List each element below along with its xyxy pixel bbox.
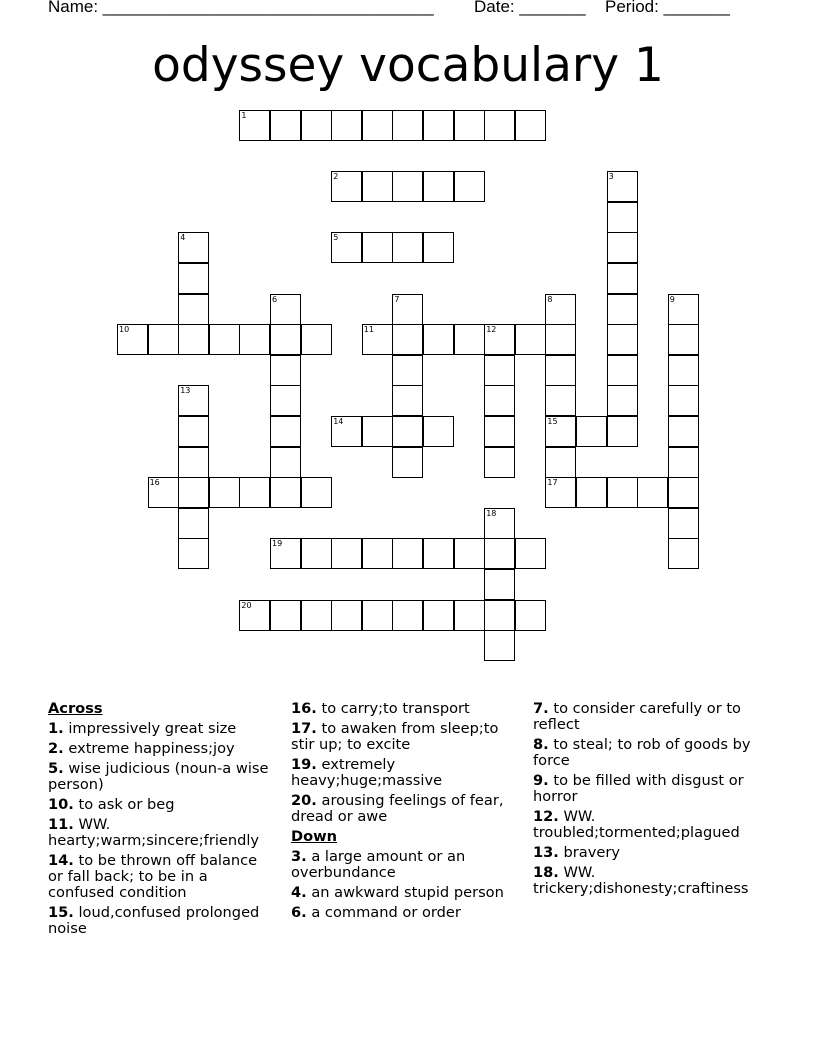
grid-cell[interactable] [331, 110, 362, 141]
grid-cell[interactable] [331, 538, 362, 569]
clues-column-2 [291, 701, 517, 925]
grid-cell[interactable] [607, 202, 638, 233]
clue-item [533, 737, 763, 769]
clue-item-number: 3. [291, 848, 307, 865]
grid-cell[interactable] [607, 232, 638, 263]
grid-cell[interactable] [423, 110, 454, 141]
clue-number: 11 [363, 325, 374, 335]
grid-cell[interactable] [484, 569, 515, 600]
grid-cell[interactable] [239, 600, 270, 631]
clue-number: 1 [241, 111, 247, 120]
clue-item-text: to ask or beg [73, 796, 175, 813]
clue-item-number: 11. [48, 816, 74, 833]
grid-cell[interactable] [423, 416, 454, 447]
clue-item [533, 701, 763, 733]
grid-cell[interactable] [209, 477, 240, 508]
grid-cell[interactable] [545, 416, 576, 447]
grid-cell[interactable] [270, 447, 301, 478]
clue-item [533, 845, 763, 861]
grid-cell[interactable] [484, 508, 515, 539]
grid-cell[interactable] [668, 324, 699, 355]
grid-cell[interactable] [484, 355, 515, 386]
grid-cell[interactable] [331, 171, 362, 202]
clue-item-number: 17. [291, 720, 317, 737]
grid-cell[interactable] [576, 477, 607, 508]
clue-number: 18 [486, 508, 497, 518]
clue-number: 19 [272, 539, 283, 549]
grid-cell[interactable] [148, 477, 179, 508]
grid-cell[interactable] [484, 538, 515, 569]
grid-cell[interactable] [607, 477, 638, 508]
grid-cell[interactable] [668, 294, 699, 325]
grid-cell[interactable] [484, 447, 515, 478]
grid-cell[interactable] [607, 416, 638, 447]
grid-cell[interactable] [362, 110, 393, 141]
grid-cell[interactable] [270, 538, 301, 569]
clue-item-number: 16. [291, 700, 317, 717]
clue-number: 14 [333, 417, 344, 426]
grid-cell[interactable] [362, 232, 393, 263]
grid-cell[interactable] [423, 171, 454, 202]
clue-item-number: 9. [533, 772, 549, 789]
grid-cell[interactable] [545, 477, 576, 508]
across-heading: Across [48, 700, 103, 717]
clue-item [48, 761, 273, 793]
grid-cell[interactable] [607, 324, 638, 355]
clue-number: 16 [149, 478, 160, 488]
clue-item-text: an awkward stupid person [306, 884, 504, 901]
grid-cell[interactable] [454, 171, 485, 202]
grid-cell[interactable] [515, 538, 546, 569]
clue-item [48, 721, 273, 737]
clue-item-text: to steal; to rob of goods by force [533, 736, 751, 769]
grid-cell[interactable] [607, 385, 638, 416]
grid-cell[interactable] [637, 477, 668, 508]
grid-cell[interactable] [392, 538, 423, 569]
grid-cell[interactable] [454, 538, 485, 569]
clue-item-text: loud,confused prolonged noise [48, 904, 260, 937]
grid-cell[interactable] [392, 232, 423, 263]
grid-cell[interactable] [392, 385, 423, 416]
clue-item-text: a large amount or an overbundance [291, 848, 466, 881]
clue-item-text: to consider carefully or to reflect [533, 700, 741, 733]
clue-number: 12 [486, 325, 497, 335]
clue-item-text: WW. troubled;tormented;plagued [533, 808, 740, 841]
puzzle-title: odyssey vocabulary 1 [152, 38, 664, 93]
clue-item-text: bravery [558, 844, 620, 861]
clue-item-text: WW. trickery;dishonesty;craftiness [533, 864, 749, 897]
grid-cell[interactable] [454, 324, 485, 355]
grid-cell[interactable] [331, 600, 362, 631]
grid-cell[interactable] [270, 294, 301, 325]
clue-number: 2 [333, 172, 339, 182]
grid-cell[interactable] [270, 416, 301, 447]
grid-cell[interactable] [301, 110, 332, 141]
grid-cell[interactable] [484, 324, 515, 355]
clue-item [48, 797, 273, 813]
grid-cell[interactable] [362, 324, 393, 355]
grid-cell[interactable] [178, 416, 209, 447]
grid-cell[interactable] [178, 508, 209, 539]
clue-item [291, 885, 517, 901]
clue-item [533, 773, 763, 805]
clue-item [533, 865, 763, 897]
clue-number: 10 [119, 325, 130, 335]
grid-cell[interactable] [484, 385, 515, 416]
grid-cell[interactable] [484, 600, 515, 631]
grid-cell[interactable] [362, 416, 393, 447]
date-field[interactable]: Date: _______ [474, 0, 586, 16]
grid-cell[interactable] [545, 294, 576, 325]
clues-column-3 [533, 701, 763, 901]
clue-item-number: 14. [48, 852, 74, 869]
clue-number: 17 [547, 478, 558, 488]
clue-number: 7 [394, 294, 400, 304]
grid-cell[interactable] [423, 232, 454, 263]
grid-cell[interactable] [178, 294, 209, 325]
clue-item-text: to be filled with disgust or horror [533, 772, 744, 805]
grid-cell[interactable] [209, 324, 240, 355]
grid-cell[interactable] [668, 477, 699, 508]
clue-item-number: 7. [533, 700, 549, 717]
clue-item-text: arousing feelings of fear, dread or awe [291, 792, 504, 825]
grid-cell[interactable] [362, 600, 393, 631]
clue-item [48, 853, 273, 901]
clue-item [291, 721, 517, 753]
grid-cell[interactable] [392, 171, 423, 202]
grid-cell[interactable] [454, 600, 485, 631]
clue-item-number: 10. [48, 796, 74, 813]
grid-cell[interactable] [392, 447, 423, 478]
clue-number: 20 [241, 600, 252, 610]
grid-cell[interactable] [301, 324, 332, 355]
clue-item-text: wise judicious (noun-a wise person) [48, 760, 269, 793]
clue-item-number: 8. [533, 736, 549, 753]
grid-cell[interactable] [178, 324, 209, 355]
grid-cell[interactable] [607, 294, 638, 325]
clue-item [48, 905, 273, 937]
clue-item-number: 4. [291, 884, 307, 901]
clue-item-text: a command or order [306, 904, 461, 921]
grid-cell[interactable] [270, 477, 301, 508]
grid-cell[interactable] [270, 110, 301, 141]
clue-item-number: 12. [533, 808, 559, 825]
grid-cell[interactable] [178, 538, 209, 569]
grid-cell[interactable] [607, 263, 638, 294]
grid-cell[interactable] [423, 538, 454, 569]
grid-cell[interactable] [239, 110, 270, 141]
grid-cell[interactable] [117, 324, 148, 355]
clue-number: 4 [180, 233, 186, 243]
grid-cell[interactable] [454, 110, 485, 141]
grid-cell[interactable] [301, 600, 332, 631]
grid-cell[interactable] [392, 110, 423, 141]
clue-item-number: 1. [48, 720, 64, 737]
clue-item-number: 5. [48, 760, 64, 777]
clue-item-number: 13. [533, 844, 559, 861]
clue-item-number: 6. [291, 904, 307, 921]
clue-item [48, 817, 273, 849]
grid-cell[interactable] [178, 385, 209, 416]
grid-cell[interactable] [392, 416, 423, 447]
grid-cell[interactable] [545, 324, 576, 355]
clue-item [291, 757, 517, 789]
grid-cell[interactable] [331, 232, 362, 263]
grid-cell[interactable] [423, 324, 454, 355]
clue-number: 9 [669, 294, 675, 304]
clue-number: 15 [547, 417, 558, 426]
grid-cell[interactable] [545, 447, 576, 478]
grid-cell[interactable] [545, 385, 576, 416]
period-field[interactable]: Period: _______ [605, 0, 730, 16]
grid-cell[interactable] [178, 477, 209, 508]
grid-cell[interactable] [301, 538, 332, 569]
clue-item-text: extremely heavy;huge;massive [291, 756, 443, 789]
grid-cell[interactable] [576, 416, 607, 447]
grid-cell[interactable] [301, 477, 332, 508]
clue-number: 5 [333, 233, 339, 243]
clue-number: 8 [547, 294, 553, 304]
grid-cell[interactable] [484, 416, 515, 447]
grid-cell[interactable] [515, 600, 546, 631]
grid-cell[interactable] [178, 447, 209, 478]
clue-item [533, 809, 763, 841]
down-heading: Down [291, 828, 338, 845]
clue-item-text: to awaken from sleep;to stir up; to excite [291, 720, 499, 753]
grid-cell[interactable] [668, 447, 699, 478]
clue-item-number: 19. [291, 756, 317, 773]
name-field[interactable]: Name: ___________________________________ [48, 0, 434, 16]
grid-cell[interactable] [331, 416, 362, 447]
clue-item [291, 905, 517, 921]
grid-cell[interactable] [515, 324, 546, 355]
grid-cell[interactable] [484, 110, 515, 141]
grid-cell[interactable] [392, 355, 423, 386]
grid-cell[interactable] [270, 355, 301, 386]
grid-cell[interactable] [392, 600, 423, 631]
grid-cell[interactable] [607, 171, 638, 202]
clue-item [291, 849, 517, 881]
grid-cell[interactable] [668, 355, 699, 386]
grid-cell[interactable] [270, 600, 301, 631]
grid-cell[interactable] [148, 324, 179, 355]
grid-cell[interactable] [362, 538, 393, 569]
grid-cell[interactable] [392, 294, 423, 325]
grid-cell[interactable] [545, 355, 576, 386]
clue-number: 3 [608, 172, 614, 182]
clue-number: 6 [272, 294, 278, 304]
clue-item-text: to be thrown off balance or fall back; to be in a confused condition [48, 852, 258, 901]
grid-cell[interactable] [239, 324, 270, 355]
clue-item-number: 15. [48, 904, 74, 921]
clues-column-1 [48, 701, 273, 941]
clue-number: 13 [180, 386, 191, 396]
grid-cell[interactable] [178, 232, 209, 263]
grid-cell[interactable] [515, 110, 546, 141]
grid-cell[interactable] [607, 355, 638, 386]
clue-item [291, 793, 517, 825]
grid-cell[interactable] [270, 385, 301, 416]
grid-cell[interactable] [668, 416, 699, 447]
grid-cell[interactable] [239, 477, 270, 508]
clue-item-number: 20. [291, 792, 317, 809]
grid-cell[interactable] [362, 171, 393, 202]
clue-item-text: to carry;to transport [316, 700, 470, 717]
grid-cell[interactable] [668, 385, 699, 416]
grid-cell[interactable] [484, 630, 515, 661]
clue-item-number: 2. [48, 740, 64, 757]
clue-item [48, 741, 273, 757]
grid-cell[interactable] [668, 508, 699, 539]
grid-cell[interactable] [178, 263, 209, 294]
grid-cell[interactable] [668, 538, 699, 569]
clue-item-text: extreme happiness;joy [63, 740, 235, 757]
clue-item-text: WW. hearty;warm;sincere;friendly [48, 816, 260, 849]
clue-item [291, 701, 517, 717]
clue-item-number: 18. [533, 864, 559, 881]
grid-cell[interactable] [270, 324, 301, 355]
grid-cell[interactable] [392, 324, 423, 355]
clue-item-text: impressively great size [63, 720, 237, 737]
grid-cell[interactable] [423, 600, 454, 631]
